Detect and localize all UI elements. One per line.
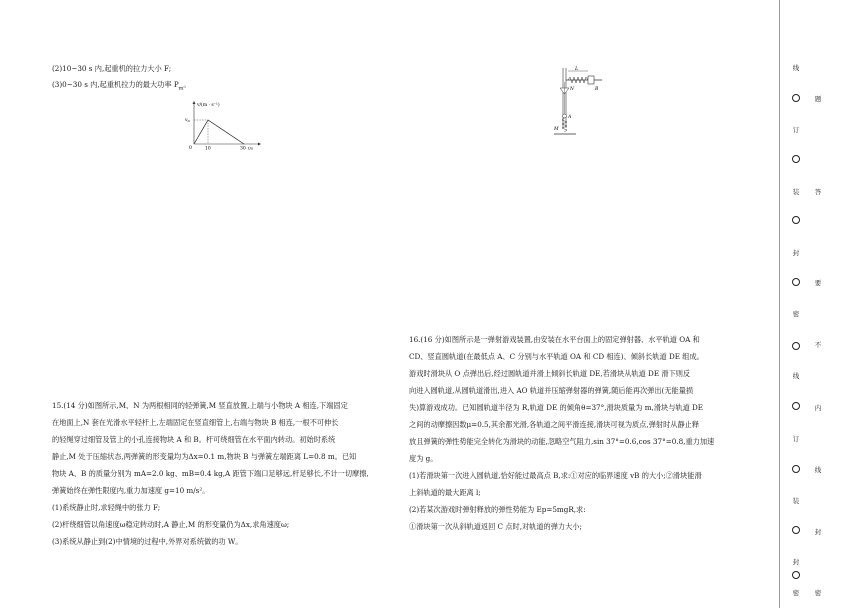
seal-char: 订	[792, 435, 800, 443]
q16-line: 游戏时滑块从 O 点弹出后,经过圆轨道并滑上倾斜长轨道 DE,若滑块从轨道 DE 滑下则反	[409, 369, 691, 378]
q15-line: 物块 A、B 的质量分别为 mA=2.0 kg、mB=0.4 kg,A 距管下端口足够远,杆足够长,不计一切摩擦,	[52, 469, 369, 478]
seal-char: 装	[792, 497, 800, 505]
q15-line: 在地面上,N 套在光滑水平轻杆上,左端固定在竖直细管上,右端与物块 B 相连,一根不可伸长	[52, 418, 339, 427]
q16-line: 失)算游戏成功。已知圆轨道半径为 R,轨道 DE 的倾角θ=37°,滑块质量为 m,滑块与轨道 DE	[409, 403, 704, 412]
vt-y-arrow	[193, 101, 196, 104]
q15-line: 15.(14 分)如图所示,M、N 为两根相同的轻弹簧,M 竖直放置,上端与小物块 A 相连,下端固定	[52, 401, 348, 410]
seal-char: 要	[814, 279, 822, 287]
seal-char: 封	[792, 249, 800, 257]
seal-char: 答	[814, 188, 822, 196]
seal-circle	[792, 465, 800, 473]
q15-block	[52, 397, 387, 550]
velocity-time-graph	[182, 98, 262, 154]
q15-line: 静止,M 处于压缩状态,两弹簧的形变量均为Δx=0.1 m,物块 B 与弹簧左端距离 L=0.8 m。已知	[52, 452, 357, 461]
seal-circle	[792, 216, 800, 224]
q14-part3-end: 。	[183, 80, 191, 89]
vt-origin: 0	[189, 146, 192, 151]
seal-char: 封	[814, 528, 822, 536]
q16-line: 放且弹簧的弹性势能完全转化为滑块的动能,忽略空气阻力,sin 37°=0.6,cos 37°=0.8,重力加速	[409, 437, 715, 446]
q16-line: 度为 g。	[409, 454, 438, 463]
q16-line: 之间的动摩擦因数μ=0.5,其余都光滑,各轨道之间平滑连接,滑块可视为质点,弹射时从静止释	[409, 420, 700, 429]
seal-char: 密	[792, 589, 800, 597]
vt-tick-30: 30	[240, 146, 246, 152]
q14-part2: (2)10~30 s 内,起重机的拉力大小 F;	[52, 64, 172, 73]
q16-line: 上斜轨道的最大距离 l;	[409, 488, 481, 497]
q16-line: 16.(16 分)如图所示是一弹射游戏装置,由安装在水平台面上的固定弹射器、水平轨道 OA 和	[409, 335, 700, 344]
seal-char: 密	[814, 589, 822, 597]
seal-char: 密	[792, 310, 800, 318]
label-n: N	[570, 87, 574, 92]
seal-circle	[792, 342, 800, 350]
seal-char: 线	[814, 466, 822, 474]
vt-vm-label: $v_m$	[185, 118, 191, 124]
q14-part3-subscript: m	[178, 85, 184, 92]
seal-circle	[792, 402, 800, 410]
q16-line: ①滑块第一次从斜轨道返回 C 点时,对轨道的弹力大小;	[409, 522, 582, 531]
seal-char: 订	[792, 126, 800, 134]
q14-part3	[52, 80, 191, 93]
seal-divider	[779, 0, 780, 608]
vt-ylabel: v/(m · s⁻¹)	[197, 103, 220, 108]
q16-line: CD、竖直圆轨道(在最低点 A、C 分别与水平轨道 OA 和 CD 相连)、倾斜长轨道 DE 组成。	[409, 352, 704, 361]
seal-char: 装	[792, 188, 800, 196]
vt-xlabel: t/s	[248, 145, 254, 151]
seal-circle	[792, 278, 800, 286]
seal-circle	[792, 571, 800, 579]
block-b	[588, 76, 594, 84]
q15-line: (2)杆绕细管以角速度ω稳定转动时,A 静止,M 的形变量仍为Δx,求角速度ω;	[52, 520, 290, 529]
q16-line: (1)若滑块第一次进入圆轨道,恰好能过最高点 B,求:①对应的临界速度 vB 的大小;②滑块能滑	[409, 471, 702, 480]
q15-line: (3)系统从静止到(2)中情境的过程中,外界对系统做的功 W。	[52, 537, 243, 546]
vt-curve	[194, 120, 244, 144]
seal-circle	[792, 155, 800, 163]
label-m: M	[554, 127, 559, 132]
seal-char: 不	[814, 341, 822, 349]
label-b: B	[595, 87, 599, 92]
seal-char: 题	[814, 95, 822, 103]
seal-circle	[792, 526, 800, 534]
block-a	[563, 114, 567, 118]
seal-char: 封	[792, 558, 800, 566]
q15-line: 的轻绳穿过细管及管上的小孔连接物块 A 和 B。杆可绕细管在水平面内转动。初始时系统	[52, 435, 336, 444]
vt-tick-10: 10	[205, 146, 211, 152]
seal-char: 线	[792, 64, 800, 72]
q15-line: (1)系统静止时,求轻绳中的张力 F;	[52, 503, 161, 512]
spring-rod-figure	[548, 62, 610, 148]
label-l: L	[575, 66, 579, 72]
label-a: A	[568, 115, 572, 120]
seal-char: 内	[814, 404, 822, 412]
vt-x-arrow	[258, 143, 261, 146]
q16-block	[409, 331, 765, 535]
q16-line: (2)若某次游戏时弹射释放的弹性势能为 Ep=5mgR,求:	[409, 505, 586, 514]
seal-char: 线	[792, 372, 800, 380]
q14-part3-text: (3)0~30 s 内,起重机拉力的最大功率 P	[52, 80, 179, 89]
q16-line: 向进入圆轨道,从圆轨道滑出,进入 AO 轨道并压缩弹射器的弹簧,随后能再次弹出(无能量损	[409, 386, 694, 395]
seal-circle	[792, 94, 800, 102]
q15-line: 弹簧始终在弹性限度内,重力加速度 g=10 m/s²。	[52, 486, 210, 495]
